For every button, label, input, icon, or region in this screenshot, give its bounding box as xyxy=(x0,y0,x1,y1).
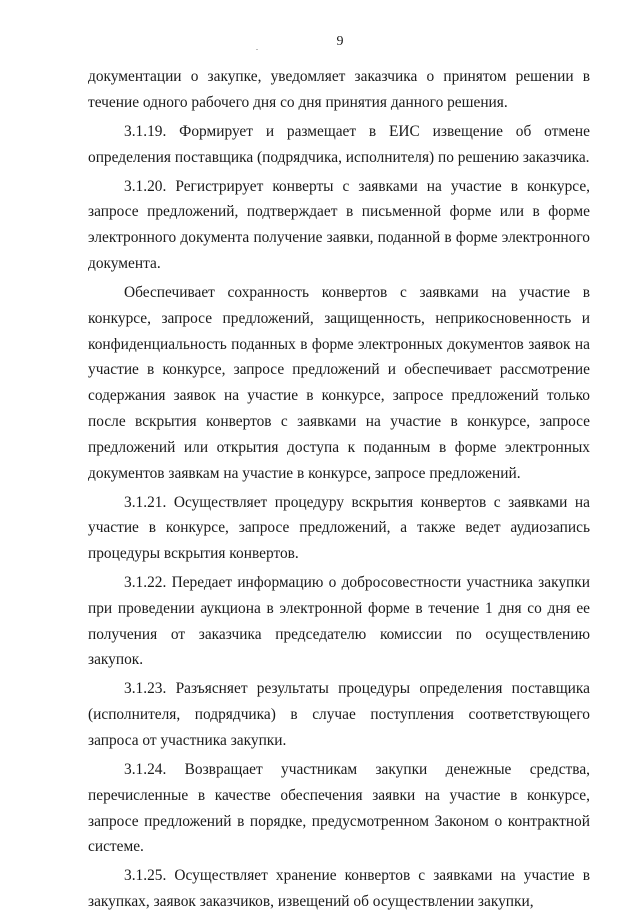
paragraph-3-1-25: 3.1.25. Осуществляет хранение конвертов с заявками на участие в закупках, заявок заказчиков, извещений об осуществлении закупки, xyxy=(88,867,590,911)
paragraph-3-1-20: 3.1.20. Регистрирует конверты с заявками на участие в конкурсе, запросе предложений, подтверждает в письменной форме или в форме электронного документа получение заявки, поданной в форме электронного документа. xyxy=(88,177,590,272)
document-body xyxy=(88,64,590,918)
paragraph-3-1-21: 3.1.21. Осуществляет процедуру вскрытия конвертов с заявками на участие в конкурсе, запросе предложений, а также ведет аудиозапись процедуры вскрытия конвертов. xyxy=(88,493,590,563)
paragraph-3-1-19: 3.1.19. Формирует и размещает в ЕИС извещение об отмене определения поставщика (подрядчика, исполнителя) по решению заказчика. xyxy=(88,122,590,166)
paragraph-3-1-22: 3.1.22. Передает информацию о добросовестности участника закупки при проведении аукциона в электронной форме в течение 1 дня со дня ее получения от заказчика председателю комиссии по осуществлению закупок. xyxy=(88,574,590,669)
paragraph-3-1-23: 3.1.23. Разъясняет результаты процедуры определения поставщика (исполнителя, подрядчика) в случае поступления соответствующего запроса от участника закупки. xyxy=(88,680,590,750)
page-number: 9 xyxy=(336,34,344,49)
paragraph-continuation: документации о закупке, уведомляет заказчика о принятом решении в течение одного рабочего дня со дня принятия данного решения. xyxy=(88,68,590,111)
paragraph-3-1-20-safekeeping: Обеспечивает сохранность конвертов с заявками на участие в конкурсе, запросе предложений, защищенность, неприкосновенность и конфиденциальность поданных в форме электронных документов заявок на участие в конкурсе, запросе предложений и обеспечивает рассмотрение содержания заявок на участие в конкурсе, запросе предложений только после вскрытия конвертов с заявками на участие в конкурсе, запросе предложений или открытия доступа к поданным в форме электронных документов заявкам на участие в конкурсе, запросе предложений. xyxy=(88,283,590,482)
paragraph-3-1-24: 3.1.24. Возвращает участникам закупки денежные средства, перечисленные в качестве обеспечения заявки на участие в конкурсе, запросе предложений в порядке, предусмотренном Законом о контрактной системе. xyxy=(88,761,590,856)
